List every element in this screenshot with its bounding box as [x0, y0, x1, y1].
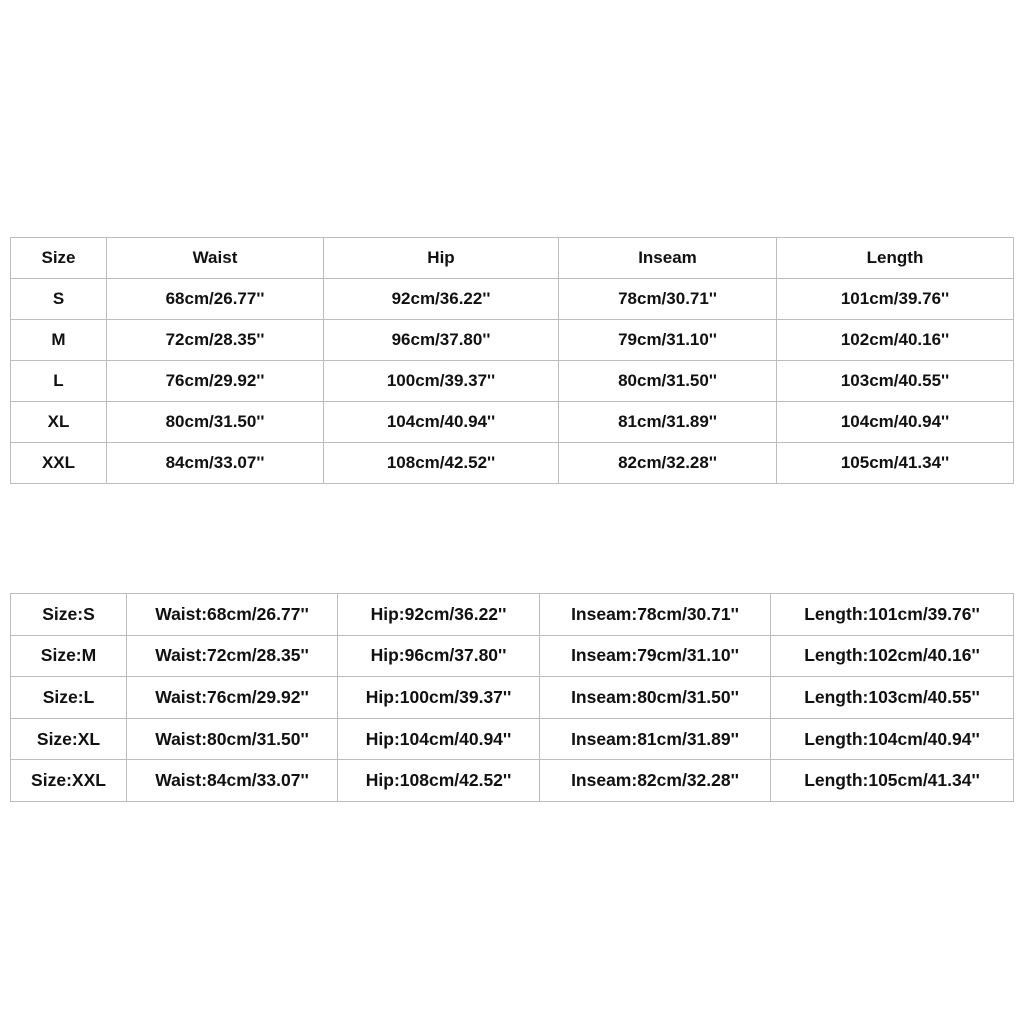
size-cell: Size:XXL: [11, 760, 127, 802]
inseam-cell: 80cm/31.50'': [559, 361, 777, 402]
length-cell: 103cm/40.55'': [777, 361, 1014, 402]
waist-cell: Waist:72cm/28.35'': [127, 635, 338, 677]
inseam-cell: 82cm/32.28'': [559, 443, 777, 484]
inseam-cell: Inseam:78cm/30.71'': [540, 594, 771, 636]
size-cell: XXL: [11, 443, 107, 484]
length-cell: Length:102cm/40.16'': [771, 635, 1014, 677]
inseam-cell: 79cm/31.10'': [559, 320, 777, 361]
inseam-cell: Inseam:80cm/31.50'': [540, 677, 771, 719]
hip-cell: 96cm/37.80'': [324, 320, 559, 361]
hip-cell: 104cm/40.94'': [324, 402, 559, 443]
hip-cell: 100cm/39.37'': [324, 361, 559, 402]
inseam-cell: 81cm/31.89'': [559, 402, 777, 443]
header-waist: Waist: [107, 238, 324, 279]
size-cell: Size:S: [11, 594, 127, 636]
table-row: [11, 718, 1014, 760]
length-cell: 104cm/40.94'': [777, 402, 1014, 443]
table-row: [11, 320, 1014, 361]
inseam-cell: Inseam:79cm/31.10'': [540, 635, 771, 677]
hip-cell: Hip:92cm/36.22'': [338, 594, 540, 636]
hip-cell: 92cm/36.22'': [324, 279, 559, 320]
table-row: [11, 760, 1014, 802]
hip-cell: Hip:104cm/40.94'': [338, 718, 540, 760]
length-cell: Length:103cm/40.55'': [771, 677, 1014, 719]
waist-cell: 72cm/28.35'': [107, 320, 324, 361]
size-cell: S: [11, 279, 107, 320]
size-cell: Size:XL: [11, 718, 127, 760]
size-cell: M: [11, 320, 107, 361]
waist-cell: 76cm/29.92'': [107, 361, 324, 402]
table-row: [11, 279, 1014, 320]
table-row: [11, 594, 1014, 636]
length-cell: 105cm/41.34'': [777, 443, 1014, 484]
hip-cell: Hip:96cm/37.80'': [338, 635, 540, 677]
size-chart-labeled-table: [10, 593, 1014, 802]
table-row: [11, 677, 1014, 719]
table-row: [11, 361, 1014, 402]
inseam-cell: Inseam:81cm/31.89'': [540, 718, 771, 760]
header-row: [11, 238, 1014, 279]
inseam-cell: 78cm/30.71'': [559, 279, 777, 320]
length-cell: Length:104cm/40.94'': [771, 718, 1014, 760]
header-hip: Hip: [324, 238, 559, 279]
length-cell: 101cm/39.76'': [777, 279, 1014, 320]
waist-cell: 80cm/31.50'': [107, 402, 324, 443]
waist-cell: Waist:68cm/26.77'': [127, 594, 338, 636]
waist-cell: 84cm/33.07'': [107, 443, 324, 484]
size-cell: Size:L: [11, 677, 127, 719]
size-cell: XL: [11, 402, 107, 443]
size-chart-table: [10, 237, 1014, 484]
table-row: [11, 635, 1014, 677]
hip-cell: 108cm/42.52'': [324, 443, 559, 484]
header-size: Size: [11, 238, 107, 279]
waist-cell: 68cm/26.77'': [107, 279, 324, 320]
header-inseam: Inseam: [559, 238, 777, 279]
inseam-cell: Inseam:82cm/32.28'': [540, 760, 771, 802]
table-row: [11, 402, 1014, 443]
waist-cell: Waist:76cm/29.92'': [127, 677, 338, 719]
length-cell: Length:105cm/41.34'': [771, 760, 1014, 802]
hip-cell: Hip:100cm/39.37'': [338, 677, 540, 719]
header-length: Length: [777, 238, 1014, 279]
hip-cell: Hip:108cm/42.52'': [338, 760, 540, 802]
length-cell: Length:101cm/39.76'': [771, 594, 1014, 636]
size-cell: Size:M: [11, 635, 127, 677]
table-row: [11, 443, 1014, 484]
size-cell: L: [11, 361, 107, 402]
waist-cell: Waist:80cm/31.50'': [127, 718, 338, 760]
waist-cell: Waist:84cm/33.07'': [127, 760, 338, 802]
length-cell: 102cm/40.16'': [777, 320, 1014, 361]
